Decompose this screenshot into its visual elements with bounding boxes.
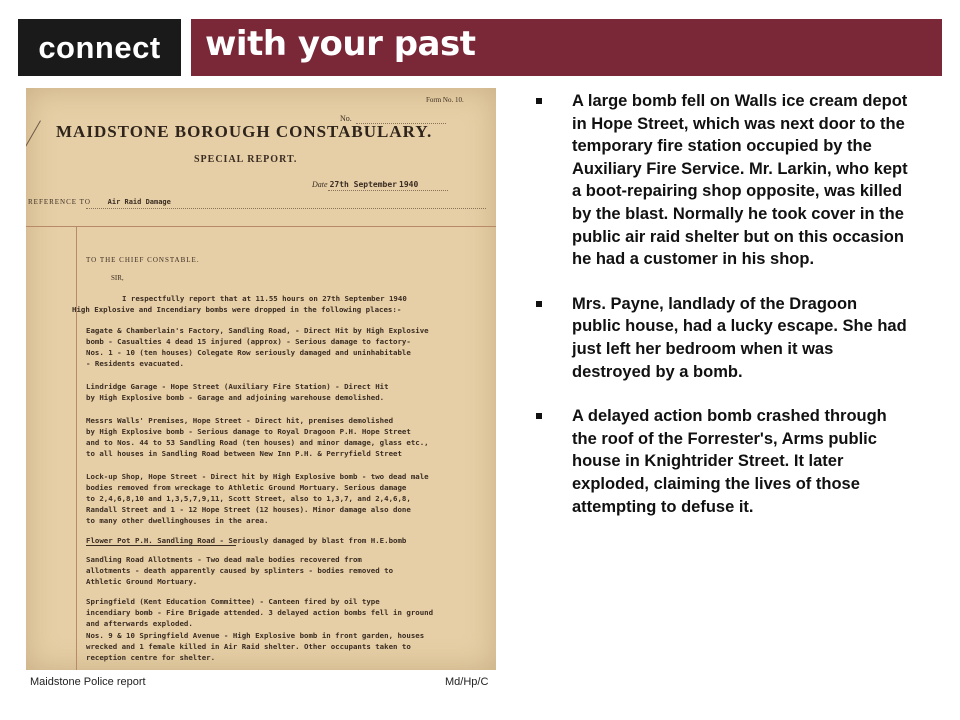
report-line: to 2,4,6,8,10 and 1,3,5,7,9,11, Scott Street, also to 1,3,7, and 2,4,6,8, xyxy=(86,494,411,503)
report-line: Sandling Road Allotments - Two dead male bodies recovered from xyxy=(86,555,362,564)
report-line: Nos. 9 & 10 Springfield Avenue - High Explosive bomb in front garden, houses xyxy=(86,631,425,640)
title-banner xyxy=(191,19,942,76)
report-line: Eagate & Chamberlain's Factory, Sandling Road, - Direct Hit by High Explosive xyxy=(86,326,429,335)
logo-text: connect xyxy=(38,29,161,65)
addressee: TO THE CHIEF CONSTABLE. xyxy=(86,256,200,264)
report-line: Athletic Ground Mortuary. xyxy=(86,577,198,586)
report-line: Randall Street and 1 - 12 Hope Street (12 houses). Minor damage also done xyxy=(86,505,411,514)
date-value: 27th September xyxy=(329,180,397,189)
special-report-heading: SPECIAL REPORT. xyxy=(194,154,298,165)
report-line: wrecked and 1 female killed in Air Raid shelter. Other occupants taken to xyxy=(86,642,411,651)
header-rule xyxy=(26,226,496,227)
report-line: reception centre for shelter. xyxy=(86,653,216,662)
report-line: bodies removed from wreckage to Athletic Ground Mortuary. Serious damage xyxy=(86,483,407,492)
report-line: Lock-up Shop, Hope Street - Direct hit by High Explosive bomb - two dead male xyxy=(86,472,429,481)
report-line: by High Explosive bomb - Serious damage to Royal Dragoon P.H. Hope Street xyxy=(86,427,411,436)
constabulary-title: MAIDSTONE BOROUGH CONSTABULARY. xyxy=(56,122,433,141)
report-line: incendiary bomb - Fire Brigade attended. 3 delayed action bombs fell in ground xyxy=(86,608,434,617)
caption-left: Maidstone Police report xyxy=(30,676,146,688)
bullet-item xyxy=(530,293,910,383)
bullet-text: A large bomb fell on Walls ice cream depot in Hope Street, which was next door to the temporary fire station occupied by the Auxiliary Fire Service. Mr. Larkin, who kept a boot-repairing shop opposite, was killed by the blast. Normally he took cover in the public air raid shelter but on this occasion he had a customer in his shop. xyxy=(572,92,908,269)
underline xyxy=(86,545,236,546)
report-line: and to Nos. 44 to 53 Sandling Road (ten houses) and minor damage, glass etc., xyxy=(86,438,429,447)
report-line: bomb - Casualties 4 dead 15 injured (approx) - Serious damage to factory- xyxy=(86,337,411,346)
report-number-label: No. xyxy=(340,114,352,123)
reference-dotline xyxy=(86,208,486,209)
square-bullet-icon xyxy=(536,413,542,419)
salutation: SIR, xyxy=(111,274,124,282)
form-number: Form No. 10. xyxy=(426,96,464,104)
report-line: High Explosive and Incendiary bombs were dropped in the following places:- xyxy=(72,305,402,314)
reference-value: Air Raid Damage xyxy=(107,198,171,206)
report-line: to all houses in Sandling Road between New Inn P.H. & Perryfield Street xyxy=(86,449,402,458)
caption-right: Md/Hp/C xyxy=(445,676,489,688)
report-line: Flower Pot P.H. Sandling Road - Seriously damaged by blast from H.E.bomb xyxy=(86,536,407,545)
report-line: Nos. 1 - 10 (ten houses) Colegate Row seriously damaged and uninhabitable xyxy=(86,348,411,357)
pen-mark xyxy=(26,120,41,155)
connect-logo xyxy=(18,19,181,76)
reference-label: REFERENCE TO xyxy=(28,198,91,206)
report-line: allotments - death apparently caused by splinters - bodies removed to xyxy=(86,566,394,575)
reference-line xyxy=(28,198,171,206)
bullet-list xyxy=(530,90,910,540)
square-bullet-icon xyxy=(536,98,542,104)
report-line: by High Explosive bomb - Garage and adjoining warehouse demolished. xyxy=(86,393,385,402)
police-report-scan xyxy=(26,88,496,670)
date-year: 1940 xyxy=(399,180,419,189)
report-line: to many other dwellinghouses in the area. xyxy=(86,516,269,525)
report-line: Lindridge Garage - Hope Street (Auxiliary Fire Station) - Direct Hit xyxy=(86,382,389,391)
bullet-text: A delayed action bomb crashed through the roof of the Forrester's, Arms public house in Knightrider Street. It later exploded, claiming the lives of those attempting to defuse it. xyxy=(572,407,887,516)
report-line: Springfield (Kent Education Committee) - Canteen fired by oil type xyxy=(86,597,380,606)
bullet-text: Mrs. Payne, landlady of the Dragoon public house, had a lucky escape. She had just left her bedroom when it was destroyed by a bomb. xyxy=(572,294,907,381)
report-line: Messrs Walls' Premises, Hope Street - Direct hit, premises demolished xyxy=(86,416,394,425)
report-line: and afterwards exploded. xyxy=(86,619,193,628)
report-line: - Residents evacuated. xyxy=(86,359,184,368)
date-label: Date xyxy=(312,180,328,189)
square-bullet-icon xyxy=(536,301,542,307)
report-line: I respectfully report that at 11.55 hours on 27th September 1940 xyxy=(122,294,407,303)
bullet-item xyxy=(530,90,910,271)
bullet-item xyxy=(530,405,910,518)
banner-title: with your past xyxy=(205,24,476,64)
report-date xyxy=(312,180,418,189)
margin-rule xyxy=(76,226,77,670)
date-dotline xyxy=(328,190,448,191)
